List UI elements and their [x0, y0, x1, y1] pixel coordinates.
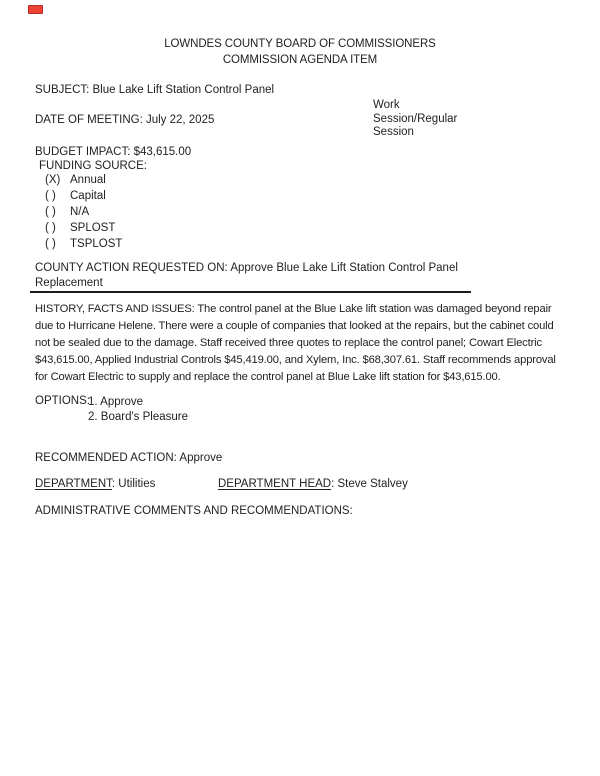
title-line-2: COMMISSION AGENDA ITEM [222, 53, 378, 66]
funding-option-annual [45, 173, 122, 189]
title-line-1: LOWNDES COUNTY BOARD OF COMMISSIONERS [164, 38, 436, 50]
funding-option-label: SPLOST [70, 221, 116, 234]
session-line-3: Session [373, 126, 414, 138]
options-list [88, 395, 188, 424]
checkbox-mark-na: ( ) [45, 205, 56, 218]
department-head-line [218, 478, 408, 490]
session-line-1: Work [373, 99, 400, 111]
checkbox-mark-capital: ( ) [45, 189, 56, 202]
document-title [0, 37, 600, 68]
session-line-2: Session/Regular [373, 112, 458, 125]
options-label: OPTIONS: [35, 395, 90, 407]
broken-image-icon [28, 5, 43, 14]
funding-option-label: Capital [70, 189, 106, 202]
session-type-block [373, 99, 457, 140]
horizontal-rule [30, 291, 471, 293]
funding-option-label: N/A [70, 205, 90, 218]
department-label: DEPARTMENT [35, 478, 112, 490]
department-head-label: DEPARTMENT HEAD [218, 478, 332, 490]
funding-option-capital [45, 189, 122, 205]
county-action-line-2: Replacement [35, 277, 103, 289]
funding-option-na [45, 205, 122, 221]
funding-option-tsplost [45, 237, 122, 253]
county-action-line-1: COUNTY ACTION REQUESTED ON: Approve Blue Lake Lift Station Control Panel [35, 262, 458, 274]
funding-option-splost [45, 221, 122, 237]
date-of-meeting-line: DATE OF MEETING: July 22, 2025 [35, 114, 215, 126]
department-head-value: : Steve Stalvey [331, 478, 408, 490]
checkbox-mark-splost: ( ) [45, 221, 56, 234]
option-approve: 1. Approve [88, 396, 143, 408]
funding-source-label: FUNDING SOURCE: [39, 160, 147, 172]
funding-option-label: Annual [70, 174, 106, 186]
recommended-action-line: RECOMMENDED ACTION: Approve [35, 452, 223, 464]
history-facts-issues-paragraph: HISTORY, FACTS AND ISSUES: The control panel at the Blue Lake lift station was damaged beyond repair due to Hurricane Helene. There were a couple of companies that looked at the repairs, but the cabinet could not be sealed due to the damage. Staff received three quotes to replace the control panel; Cowart Electric $43,615.00, Applied Industrial Controls $45,419.00, and Xylem, Inc. $68,307.61. Staff recommends approval for Cowart Electric to supply and replace the control panel at Blue Lake lift station for $43,615.00. [35, 303, 556, 383]
funding-option-label: TSPLOST [70, 237, 123, 250]
funding-source-list [45, 173, 122, 253]
checkbox-mark-annual: (X) [45, 174, 61, 186]
budget-impact-line: BUDGET IMPACT: $43,615.00 [35, 146, 192, 158]
checkbox-mark-tsplost: ( ) [45, 237, 56, 250]
administrative-comments-line: ADMINISTRATIVE COMMENTS AND RECOMMENDATIONS: [35, 505, 353, 517]
subject-line: SUBJECT: Blue Lake Lift Station Control Panel [35, 84, 275, 96]
department-value: : Utilities [111, 478, 156, 490]
department-line [35, 478, 155, 490]
option-boards-pleasure: 2. Board's Pleasure [88, 410, 189, 423]
